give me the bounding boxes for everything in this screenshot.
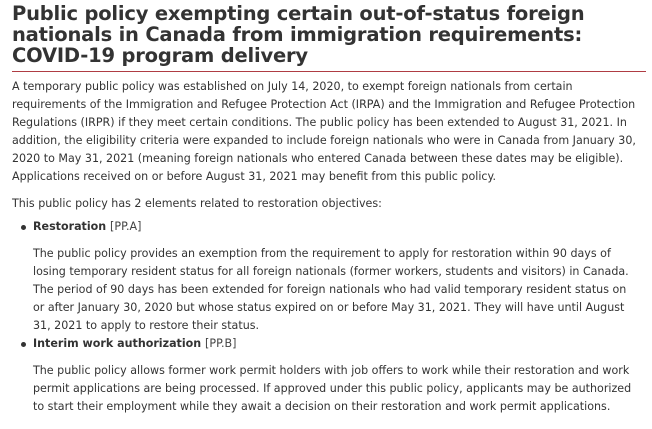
element-code: [PP.A] <box>110 220 142 233</box>
element-description: The public policy provides an exemption from the requirement to apply for restoration within 90 days of losing temporary resident status for all foreign nationals (former workers, students and visitors) in Canada. The period of 90 days has been extended for foreign nationals who had valid temporary resident status on or after January 30, 2020 but whose status expired on or before May 31, 2021. They will have until August 31, 2021 to apply to restore their status. <box>33 247 629 332</box>
list-item-interim-work-authorization <box>12 335 646 416</box>
page-title: Public policy exempting certain out-of-status foreign nationals in Canada from immigration requirements: COVID-19 program delivery <box>12 2 585 67</box>
bullet-icon <box>21 225 26 230</box>
intro-paragraph: A temporary public policy was established on July 14, 2020, to exempt foreign nationals from certain requirements of the Immigration and Refugee Protection Act (IRPA) and the Immigration and Refugee Protection Regulations (IRPR) if they meet certain conditions. The public policy has been extended to August 31, 2021. In addition, the eligibility criteria were expanded to include foreign nationals who were in Canada from January 30, 2020 to May 31, 2021 (meaning foreign nationals who entered Canada between these dates may be eligible). Applications received on or before August 31, 2021 may benefit from this public policy. <box>12 80 636 183</box>
list-item-header <box>12 218 646 236</box>
element-code: [PP.B] <box>205 337 237 350</box>
list-item-header <box>12 335 646 353</box>
list-item-restoration <box>12 218 646 335</box>
element-name: Interim work authorization <box>33 337 206 350</box>
policy-elements-list <box>12 218 646 416</box>
element-description: The public policy allows former work permit holders with job offers to work while their restoration and work permit applications are being processed. If approved under this public policy, applicants may be authorized to start their employment while they await a decision on their restoration and work permit applications. <box>33 364 632 413</box>
elements-count-text: This public policy has 2 elements related to restoration objectives: <box>12 197 382 210</box>
bullet-icon <box>21 342 26 347</box>
element-name: Restoration <box>33 220 111 233</box>
main-content <box>12 0 646 416</box>
title-underline <box>12 71 646 72</box>
